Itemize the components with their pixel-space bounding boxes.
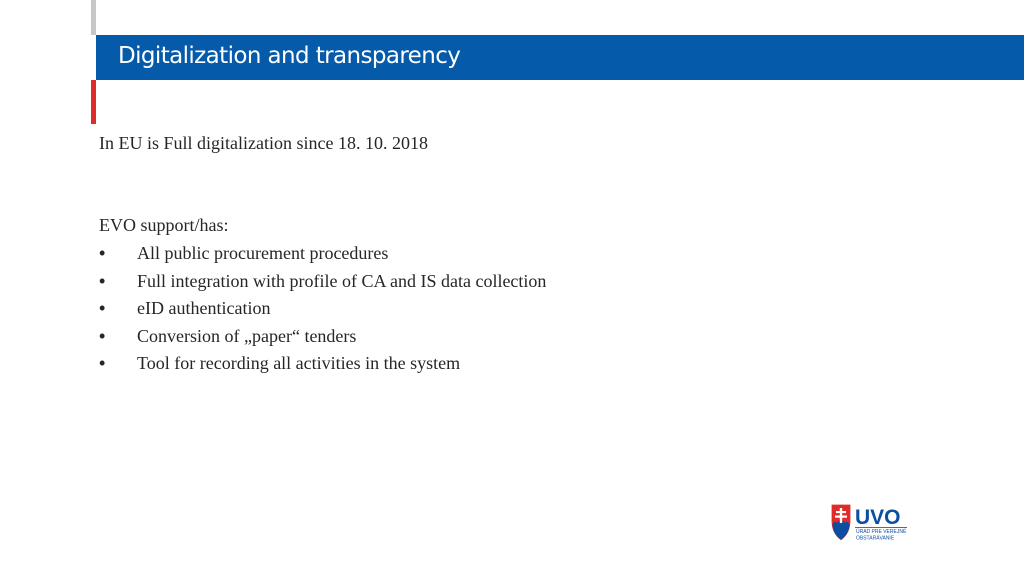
logo-tagline-line1: ÚRAD PRE VEREJNÉ bbox=[856, 529, 907, 535]
bullet-icon: • bbox=[99, 353, 106, 374]
intro-text: In EU is Full digitalization since 18. 10. 2018 bbox=[99, 133, 428, 153]
logo-divider bbox=[855, 527, 907, 528]
bullet-icon: • bbox=[99, 243, 106, 263]
logo-tagline-line2: OBSTARÁVANIE bbox=[856, 535, 895, 542]
shield-cross-top bbox=[836, 511, 846, 513]
left-accent-bar-red bbox=[91, 80, 96, 124]
slide-content bbox=[99, 131, 799, 379]
list-item bbox=[99, 351, 799, 379]
shield-hills bbox=[833, 521, 850, 540]
list-item-text: Tool for recording all activities in the system bbox=[137, 353, 461, 374]
title-band bbox=[96, 35, 1024, 80]
list-item bbox=[99, 241, 799, 269]
list-item-text: Full integration with profile of CA and IS data collection bbox=[137, 270, 547, 291]
list-item bbox=[99, 269, 799, 297]
support-heading: EVO support/has: bbox=[99, 215, 229, 235]
slide-title: Digitalization and transparency bbox=[118, 43, 461, 69]
uvo-logo bbox=[829, 501, 909, 543]
list-item-text: Conversion of „paper“ tenders bbox=[137, 325, 357, 346]
bullet-icon: • bbox=[99, 270, 106, 291]
list-item bbox=[99, 324, 799, 352]
list-item-text: All public procurement procedures bbox=[137, 243, 389, 263]
shield-cross-bottom bbox=[835, 516, 847, 518]
feature-list bbox=[99, 241, 799, 379]
bullet-icon: • bbox=[99, 325, 106, 346]
left-accent-bar-gray bbox=[91, 0, 96, 35]
logo-wordmark: UVO bbox=[855, 506, 901, 529]
list-item bbox=[99, 296, 799, 324]
list-item-text: eID authentication bbox=[137, 298, 271, 319]
bullet-icon: • bbox=[99, 298, 106, 319]
